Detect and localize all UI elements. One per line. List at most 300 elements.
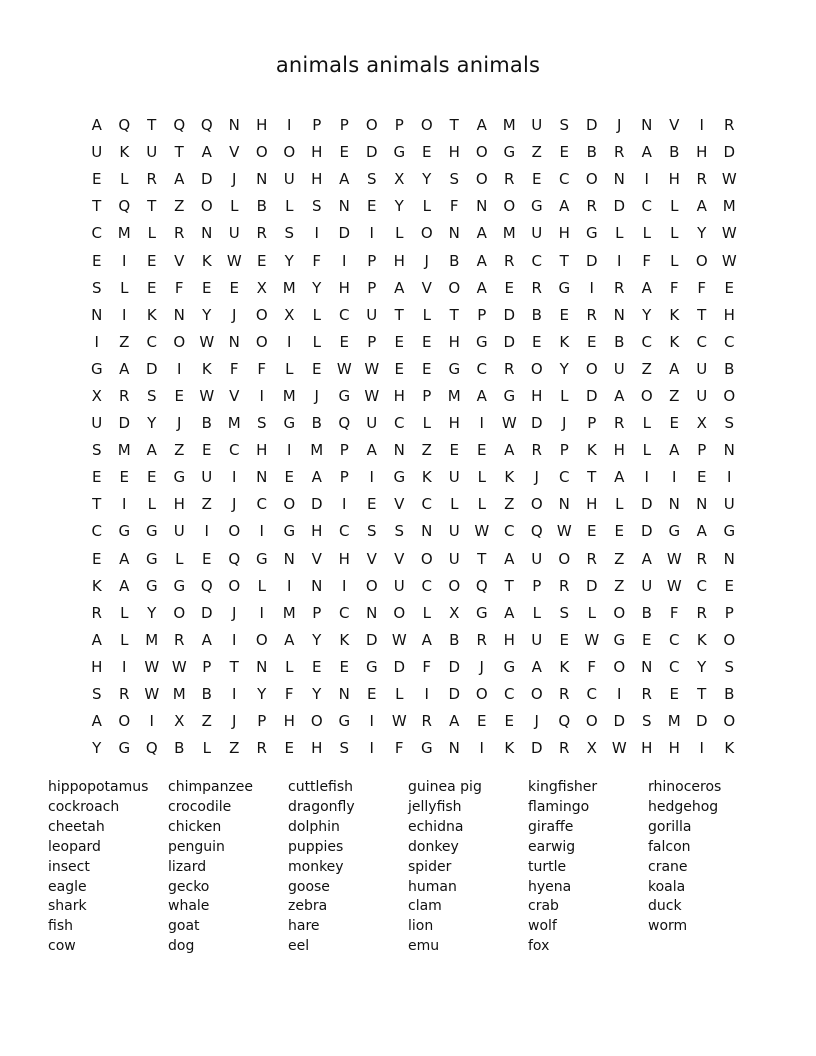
- grid-letter[interactable]: A: [201, 630, 212, 649]
- grid-letter[interactable]: D: [118, 414, 131, 433]
- grid-letter[interactable]: L: [422, 197, 431, 216]
- grid-letter[interactable]: C: [559, 468, 570, 487]
- grid-letter[interactable]: D: [585, 576, 598, 595]
- grid-letter[interactable]: F: [284, 685, 294, 704]
- grid-letter[interactable]: Z: [669, 386, 680, 405]
- grid-letter[interactable]: U: [146, 143, 158, 162]
- grid-letter[interactable]: Z: [421, 441, 432, 460]
- grid-letter[interactable]: G: [255, 549, 268, 568]
- grid-letter[interactable]: J: [232, 305, 237, 324]
- grid-letter[interactable]: L: [120, 603, 129, 622]
- grid-letter[interactable]: H: [256, 441, 268, 460]
- grid-letter[interactable]: W: [199, 386, 215, 405]
- grid-letter[interactable]: V: [394, 549, 405, 568]
- grid-letter[interactable]: E: [339, 143, 349, 162]
- grid-letter[interactable]: H: [613, 441, 625, 460]
- grid-letter[interactable]: N: [613, 170, 625, 189]
- grid-letter[interactable]: D: [448, 685, 461, 704]
- grid-letter[interactable]: W: [666, 549, 682, 568]
- grid-letter[interactable]: D: [365, 143, 378, 162]
- grid-letter[interactable]: J: [177, 414, 182, 433]
- grid-letter[interactable]: R: [586, 549, 597, 568]
- grid-letter[interactable]: T: [449, 116, 459, 135]
- grid-letter[interactable]: J: [232, 495, 237, 514]
- grid-letter[interactable]: A: [669, 441, 680, 460]
- grid-letter[interactable]: N: [256, 170, 268, 189]
- grid-letter[interactable]: K: [91, 576, 102, 595]
- grid-letter[interactable]: L: [147, 495, 156, 514]
- grid-letter[interactable]: J: [232, 712, 237, 731]
- grid-letter[interactable]: U: [366, 305, 378, 324]
- grid-letter[interactable]: A: [146, 441, 157, 460]
- grid-letter[interactable]: U: [283, 170, 295, 189]
- grid-letter[interactable]: E: [559, 143, 569, 162]
- grid-letter[interactable]: S: [91, 278, 102, 297]
- grid-letter[interactable]: C: [504, 685, 515, 704]
- grid-letter[interactable]: M: [447, 386, 461, 405]
- grid-letter[interactable]: U: [366, 414, 378, 433]
- grid-letter[interactable]: O: [393, 603, 406, 622]
- grid-letter[interactable]: E: [174, 386, 184, 405]
- grid-letter[interactable]: Y: [394, 197, 404, 216]
- grid-letter[interactable]: O: [723, 712, 736, 731]
- grid-letter[interactable]: D: [585, 386, 598, 405]
- grid-letter[interactable]: B: [449, 630, 460, 649]
- grid-letter[interactable]: C: [339, 522, 350, 541]
- grid-letter[interactable]: S: [724, 414, 735, 433]
- grid-letter[interactable]: E: [119, 468, 129, 487]
- grid-letter[interactable]: H: [641, 739, 653, 758]
- grid-letter[interactable]: Q: [173, 116, 186, 135]
- grid-letter[interactable]: U: [448, 549, 460, 568]
- grid-letter[interactable]: M: [282, 386, 296, 405]
- grid-letter[interactable]: U: [613, 359, 625, 378]
- grid-letter[interactable]: A: [476, 116, 487, 135]
- grid-letter[interactable]: C: [339, 603, 350, 622]
- grid-letter[interactable]: D: [200, 603, 213, 622]
- grid-letter[interactable]: L: [422, 305, 431, 324]
- grid-letter[interactable]: O: [173, 332, 186, 351]
- grid-letter[interactable]: T: [92, 495, 102, 514]
- grid-letter[interactable]: D: [200, 170, 213, 189]
- grid-letter[interactable]: A: [504, 441, 515, 460]
- grid-letter[interactable]: P: [477, 305, 487, 324]
- grid-letter[interactable]: U: [531, 224, 543, 243]
- grid-letter[interactable]: H: [338, 278, 350, 297]
- grid-letter[interactable]: P: [367, 278, 377, 297]
- grid-letter[interactable]: N: [283, 549, 295, 568]
- grid-letter[interactable]: D: [530, 414, 543, 433]
- grid-letter[interactable]: I: [369, 468, 374, 487]
- grid-letter[interactable]: G: [558, 278, 571, 297]
- grid-letter[interactable]: O: [530, 685, 543, 704]
- grid-letter[interactable]: N: [613, 305, 625, 324]
- grid-letter[interactable]: A: [119, 576, 130, 595]
- grid-letter[interactable]: R: [531, 441, 542, 460]
- grid-letter[interactable]: W: [611, 739, 627, 758]
- grid-letter[interactable]: V: [669, 116, 680, 135]
- grid-letter[interactable]: Q: [338, 414, 351, 433]
- grid-letter[interactable]: R: [586, 305, 597, 324]
- grid-letter[interactable]: Y: [697, 224, 707, 243]
- grid-letter[interactable]: A: [476, 278, 487, 297]
- grid-letter[interactable]: F: [669, 603, 679, 622]
- grid-letter[interactable]: E: [724, 278, 734, 297]
- grid-letter[interactable]: G: [503, 386, 516, 405]
- grid-letter[interactable]: W: [391, 630, 407, 649]
- grid-letter[interactable]: S: [641, 712, 652, 731]
- grid-letter[interactable]: K: [119, 143, 130, 162]
- grid-letter[interactable]: I: [727, 468, 732, 487]
- grid-letter[interactable]: Q: [200, 576, 213, 595]
- grid-letter[interactable]: L: [147, 224, 156, 243]
- grid-letter[interactable]: L: [285, 197, 294, 216]
- grid-letter[interactable]: G: [90, 359, 103, 378]
- grid-letter[interactable]: P: [394, 116, 404, 135]
- grid-letter[interactable]: E: [669, 414, 679, 433]
- grid-letter[interactable]: I: [122, 251, 127, 270]
- grid-letter[interactable]: P: [312, 603, 322, 622]
- grid-letter[interactable]: G: [145, 576, 158, 595]
- grid-letter[interactable]: Q: [530, 522, 543, 541]
- grid-letter[interactable]: I: [617, 685, 622, 704]
- grid-letter[interactable]: E: [642, 630, 652, 649]
- grid-letter[interactable]: R: [559, 685, 570, 704]
- grid-letter[interactable]: R: [476, 630, 487, 649]
- grid-letter[interactable]: X: [174, 712, 185, 731]
- grid-letter[interactable]: R: [724, 116, 735, 135]
- grid-letter[interactable]: J: [424, 251, 429, 270]
- grid-letter[interactable]: O: [475, 143, 488, 162]
- grid-letter[interactable]: E: [367, 197, 377, 216]
- grid-letter[interactable]: I: [479, 414, 484, 433]
- grid-letter[interactable]: C: [421, 576, 432, 595]
- grid-letter[interactable]: N: [393, 441, 405, 460]
- grid-letter[interactable]: L: [257, 576, 266, 595]
- grid-letter[interactable]: F: [422, 657, 432, 676]
- grid-letter[interactable]: E: [284, 739, 294, 758]
- grid-letter[interactable]: R: [256, 224, 267, 243]
- grid-letter[interactable]: U: [91, 414, 103, 433]
- grid-letter[interactable]: A: [641, 278, 652, 297]
- grid-letter[interactable]: I: [177, 359, 182, 378]
- grid-letter[interactable]: D: [448, 657, 461, 676]
- grid-letter[interactable]: N: [366, 603, 378, 622]
- grid-letter[interactable]: G: [585, 224, 598, 243]
- grid-letter[interactable]: I: [672, 468, 677, 487]
- grid-letter[interactable]: S: [366, 522, 377, 541]
- grid-letter[interactable]: I: [342, 576, 347, 595]
- grid-letter[interactable]: B: [669, 143, 680, 162]
- grid-letter[interactable]: N: [723, 441, 735, 460]
- grid-letter[interactable]: G: [338, 712, 351, 731]
- grid-letter[interactable]: O: [200, 197, 213, 216]
- grid-letter[interactable]: H: [503, 630, 515, 649]
- grid-letter[interactable]: L: [615, 495, 624, 514]
- grid-letter[interactable]: A: [421, 630, 432, 649]
- grid-letter[interactable]: G: [530, 197, 543, 216]
- grid-letter[interactable]: K: [696, 630, 707, 649]
- grid-letter[interactable]: T: [504, 576, 514, 595]
- grid-letter[interactable]: H: [283, 712, 295, 731]
- grid-letter[interactable]: E: [559, 305, 569, 324]
- grid-letter[interactable]: E: [202, 278, 212, 297]
- grid-letter[interactable]: E: [532, 332, 542, 351]
- grid-letter[interactable]: W: [144, 685, 160, 704]
- grid-letter[interactable]: A: [476, 251, 487, 270]
- grid-letter[interactable]: S: [91, 441, 102, 460]
- grid-letter[interactable]: K: [201, 251, 212, 270]
- grid-letter[interactable]: C: [476, 359, 487, 378]
- grid-letter[interactable]: L: [395, 685, 404, 704]
- grid-letter[interactable]: W: [721, 224, 737, 243]
- grid-letter[interactable]: H: [338, 549, 350, 568]
- grid-letter[interactable]: H: [311, 739, 323, 758]
- grid-letter[interactable]: D: [613, 197, 626, 216]
- grid-letter[interactable]: R: [559, 739, 570, 758]
- grid-letter[interactable]: R: [696, 603, 707, 622]
- grid-letter[interactable]: U: [531, 116, 543, 135]
- grid-letter[interactable]: D: [145, 359, 158, 378]
- grid-letter[interactable]: K: [669, 332, 680, 351]
- grid-letter[interactable]: L: [642, 224, 651, 243]
- grid-letter[interactable]: I: [699, 116, 704, 135]
- grid-letter[interactable]: P: [257, 712, 267, 731]
- grid-letter[interactable]: I: [259, 603, 264, 622]
- grid-letter[interactable]: T: [697, 685, 707, 704]
- grid-letter[interactable]: O: [503, 197, 516, 216]
- grid-letter[interactable]: N: [256, 657, 268, 676]
- grid-letter[interactable]: O: [255, 305, 268, 324]
- grid-letter[interactable]: D: [640, 522, 653, 541]
- grid-letter[interactable]: Y: [312, 685, 322, 704]
- grid-letter[interactable]: C: [146, 332, 157, 351]
- grid-letter[interactable]: K: [421, 468, 432, 487]
- grid-letter[interactable]: R: [696, 549, 707, 568]
- grid-letter[interactable]: O: [475, 685, 488, 704]
- grid-letter[interactable]: F: [449, 197, 459, 216]
- grid-letter[interactable]: L: [450, 495, 459, 514]
- grid-letter[interactable]: H: [173, 495, 185, 514]
- grid-letter[interactable]: O: [420, 549, 433, 568]
- grid-letter[interactable]: I: [369, 739, 374, 758]
- grid-letter[interactable]: Z: [174, 197, 185, 216]
- grid-letter[interactable]: E: [92, 468, 102, 487]
- grid-letter[interactable]: O: [228, 576, 241, 595]
- grid-letter[interactable]: H: [448, 414, 460, 433]
- grid-letter[interactable]: T: [147, 197, 157, 216]
- grid-letter[interactable]: F: [312, 251, 322, 270]
- grid-letter[interactable]: O: [118, 712, 131, 731]
- grid-letter[interactable]: E: [422, 359, 432, 378]
- grid-letter[interactable]: N: [448, 739, 460, 758]
- grid-letter[interactable]: G: [420, 739, 433, 758]
- grid-letter[interactable]: L: [422, 414, 431, 433]
- grid-letter[interactable]: A: [339, 170, 350, 189]
- grid-letter[interactable]: Z: [201, 712, 212, 731]
- grid-letter[interactable]: H: [668, 170, 680, 189]
- grid-letter[interactable]: L: [670, 251, 679, 270]
- grid-letter[interactable]: Z: [504, 495, 515, 514]
- grid-letter[interactable]: C: [531, 251, 542, 270]
- grid-letter[interactable]: E: [229, 278, 239, 297]
- grid-letter[interactable]: G: [118, 739, 131, 758]
- grid-letter[interactable]: M: [667, 712, 681, 731]
- grid-letter[interactable]: G: [338, 386, 351, 405]
- grid-letter[interactable]: L: [202, 739, 211, 758]
- grid-letter[interactable]: L: [285, 359, 294, 378]
- grid-letter[interactable]: V: [229, 143, 240, 162]
- grid-letter[interactable]: L: [120, 630, 129, 649]
- grid-letter[interactable]: R: [559, 576, 570, 595]
- grid-letter[interactable]: X: [284, 305, 295, 324]
- grid-letter[interactable]: D: [695, 712, 708, 731]
- grid-letter[interactable]: Q: [558, 712, 571, 731]
- grid-letter[interactable]: E: [394, 359, 404, 378]
- grid-letter[interactable]: L: [230, 197, 239, 216]
- grid-letter[interactable]: J: [562, 414, 567, 433]
- grid-letter[interactable]: B: [311, 414, 322, 433]
- grid-letter[interactable]: O: [530, 359, 543, 378]
- grid-letter[interactable]: K: [724, 739, 735, 758]
- grid-letter[interactable]: X: [586, 739, 597, 758]
- grid-letter[interactable]: D: [640, 495, 653, 514]
- grid-letter[interactable]: L: [642, 414, 651, 433]
- grid-letter[interactable]: O: [585, 170, 598, 189]
- grid-letter[interactable]: L: [477, 495, 486, 514]
- grid-letter[interactable]: T: [697, 305, 707, 324]
- grid-letter[interactable]: N: [696, 495, 708, 514]
- grid-letter[interactable]: S: [559, 116, 570, 135]
- grid-letter[interactable]: N: [338, 685, 350, 704]
- grid-letter[interactable]: L: [477, 468, 486, 487]
- grid-letter[interactable]: Y: [642, 305, 652, 324]
- grid-letter[interactable]: B: [201, 685, 212, 704]
- grid-letter[interactable]: W: [364, 359, 380, 378]
- grid-letter[interactable]: S: [394, 522, 405, 541]
- grid-letter[interactable]: B: [724, 359, 735, 378]
- grid-letter[interactable]: U: [228, 224, 240, 243]
- grid-letter[interactable]: W: [556, 522, 572, 541]
- grid-letter[interactable]: R: [174, 224, 185, 243]
- grid-letter[interactable]: G: [283, 522, 296, 541]
- grid-letter[interactable]: M: [282, 278, 296, 297]
- grid-letter[interactable]: U: [201, 468, 213, 487]
- grid-letter[interactable]: A: [311, 468, 322, 487]
- grid-letter[interactable]: I: [232, 630, 237, 649]
- grid-letter[interactable]: N: [476, 197, 488, 216]
- grid-letter[interactable]: D: [503, 332, 516, 351]
- grid-letter[interactable]: Y: [147, 414, 157, 433]
- grid-letter[interactable]: J: [232, 603, 237, 622]
- grid-letter[interactable]: P: [339, 116, 349, 135]
- grid-letter[interactable]: W: [584, 630, 600, 649]
- grid-letter[interactable]: O: [173, 603, 186, 622]
- grid-letter[interactable]: C: [669, 657, 680, 676]
- grid-letter[interactable]: X: [394, 170, 405, 189]
- grid-letter[interactable]: P: [532, 576, 542, 595]
- grid-letter[interactable]: I: [94, 332, 99, 351]
- grid-letter[interactable]: F: [587, 657, 597, 676]
- grid-letter[interactable]: R: [641, 685, 652, 704]
- grid-letter[interactable]: G: [503, 657, 516, 676]
- grid-letter[interactable]: E: [559, 630, 569, 649]
- grid-letter[interactable]: I: [287, 576, 292, 595]
- grid-letter[interactable]: Y: [312, 630, 322, 649]
- grid-letter[interactable]: W: [171, 657, 187, 676]
- grid-letter[interactable]: A: [91, 712, 102, 731]
- grid-letter[interactable]: I: [644, 170, 649, 189]
- grid-letter[interactable]: E: [202, 441, 212, 460]
- grid-letter[interactable]: E: [92, 170, 102, 189]
- grid-letter[interactable]: W: [474, 522, 490, 541]
- grid-letter[interactable]: L: [615, 224, 624, 243]
- grid-letter[interactable]: E: [147, 278, 157, 297]
- grid-letter[interactable]: U: [173, 522, 185, 541]
- grid-letter[interactable]: C: [641, 332, 652, 351]
- grid-letter[interactable]: K: [559, 657, 570, 676]
- grid-letter[interactable]: C: [696, 332, 707, 351]
- grid-letter[interactable]: V: [174, 251, 185, 270]
- grid-letter[interactable]: A: [669, 359, 680, 378]
- grid-letter[interactable]: U: [723, 495, 735, 514]
- grid-letter[interactable]: S: [256, 414, 267, 433]
- grid-letter[interactable]: R: [614, 414, 625, 433]
- grid-letter[interactable]: Z: [119, 332, 130, 351]
- grid-letter[interactable]: H: [558, 224, 570, 243]
- grid-letter[interactable]: T: [147, 116, 157, 135]
- grid-letter[interactable]: Y: [697, 657, 707, 676]
- grid-letter[interactable]: T: [174, 143, 184, 162]
- grid-letter[interactable]: M: [145, 630, 159, 649]
- grid-letter[interactable]: E: [587, 522, 597, 541]
- grid-letter[interactable]: R: [91, 603, 102, 622]
- grid-letter[interactable]: E: [532, 170, 542, 189]
- grid-letter[interactable]: H: [586, 495, 598, 514]
- grid-letter[interactable]: E: [367, 685, 377, 704]
- grid-letter[interactable]: K: [504, 739, 515, 758]
- grid-letter[interactable]: E: [477, 712, 487, 731]
- grid-letter[interactable]: B: [174, 739, 185, 758]
- grid-letter[interactable]: G: [503, 143, 516, 162]
- grid-letter[interactable]: H: [668, 739, 680, 758]
- grid-letter[interactable]: E: [697, 468, 707, 487]
- grid-letter[interactable]: W: [721, 170, 737, 189]
- grid-letter[interactable]: J: [534, 468, 539, 487]
- grid-letter[interactable]: B: [201, 414, 212, 433]
- grid-letter[interactable]: H: [448, 143, 460, 162]
- grid-letter[interactable]: L: [312, 305, 321, 324]
- grid-letter[interactable]: N: [228, 116, 240, 135]
- grid-letter[interactable]: I: [479, 739, 484, 758]
- grid-letter[interactable]: L: [285, 657, 294, 676]
- grid-letter[interactable]: M: [722, 197, 736, 216]
- grid-letter[interactable]: G: [393, 143, 406, 162]
- grid-letter[interactable]: W: [721, 251, 737, 270]
- grid-letter[interactable]: F: [697, 278, 707, 297]
- grid-letter[interactable]: H: [311, 143, 323, 162]
- grid-letter[interactable]: I: [342, 251, 347, 270]
- grid-letter[interactable]: N: [228, 332, 240, 351]
- grid-letter[interactable]: I: [232, 468, 237, 487]
- grid-letter[interactable]: E: [477, 441, 487, 460]
- grid-letter[interactable]: I: [342, 495, 347, 514]
- grid-letter[interactable]: O: [723, 386, 736, 405]
- grid-letter[interactable]: K: [201, 359, 212, 378]
- grid-letter[interactable]: E: [339, 657, 349, 676]
- grid-letter[interactable]: A: [504, 549, 515, 568]
- grid-letter[interactable]: G: [475, 332, 488, 351]
